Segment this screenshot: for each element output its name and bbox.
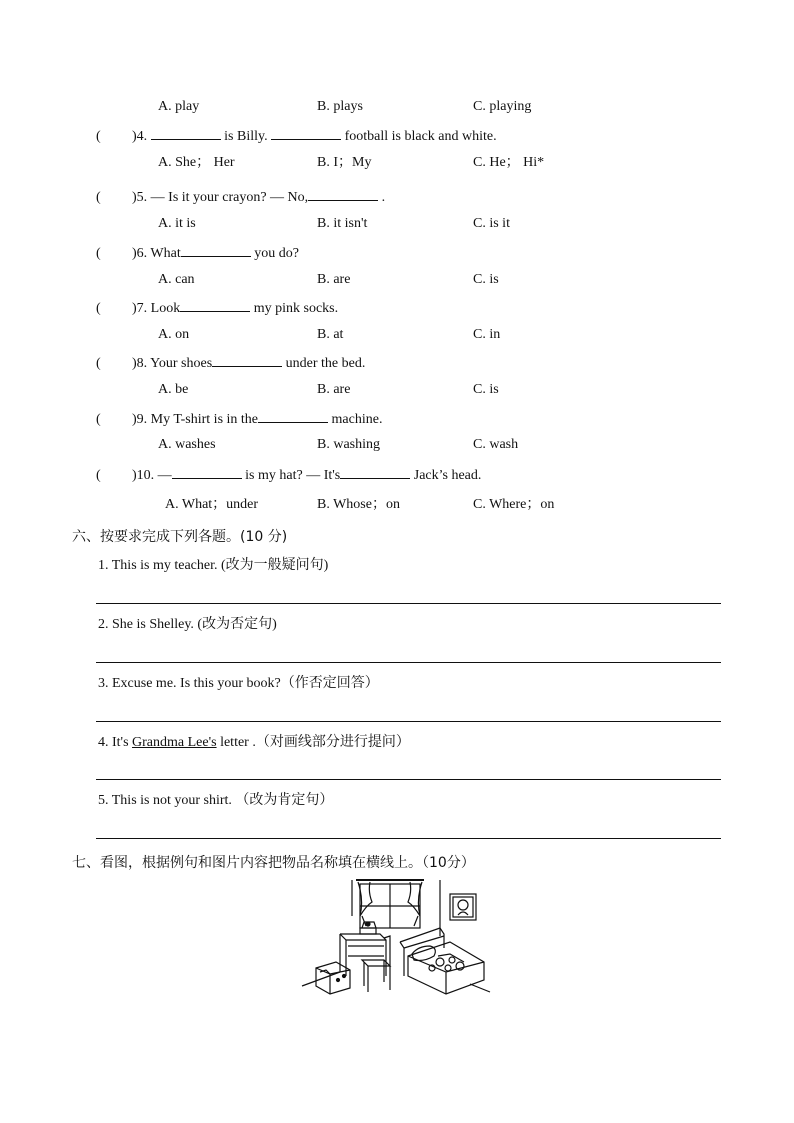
q9-option-c: C. wash — [473, 437, 519, 452]
q5-option-b: B. it isn't — [317, 216, 368, 231]
s6-item-1: 1. This is my teacher. (改为一般疑问句) — [98, 558, 329, 573]
answer-line-3[interactable] — [96, 721, 721, 722]
q5-option-a: A. it is — [158, 216, 196, 231]
blank[interactable] — [151, 127, 221, 140]
answer-line-5[interactable] — [96, 838, 721, 839]
answer-paren[interactable]: ( — [96, 129, 101, 144]
underlined-phrase: Grandma Lee's — [132, 735, 217, 750]
question-8: ( )8. Your shoes under the bed. — [96, 356, 366, 371]
answer-paren[interactable]: ( — [96, 246, 101, 261]
q8-option-c: C. is — [473, 382, 499, 397]
answer-line-1[interactable] — [96, 603, 721, 604]
q6-option-b: B. are — [317, 272, 351, 287]
question-4: ( )4. is Billy. football is black and white. — [96, 129, 497, 144]
q9-option-b: B. washing — [317, 437, 380, 452]
blank[interactable] — [258, 410, 328, 423]
s6-item-3: 3. Excuse me. Is this your book?（作否定回答） — [98, 676, 379, 691]
question-10: ( )10. — is my hat? — It's Jack’s head. — [96, 468, 482, 483]
blank[interactable] — [181, 244, 251, 257]
answer-paren[interactable]: ( — [96, 356, 101, 371]
q10-option-a: A. What；under — [165, 497, 259, 512]
q9-option-a: A. washes — [158, 437, 216, 452]
answer-paren[interactable]: ( — [96, 468, 101, 483]
q10-option-c: C. Where；on — [473, 497, 555, 512]
q4-option-c: C. He； Hi* — [473, 155, 545, 170]
s6-item-5: 5. This is not your shirt. （改为肯定句） — [98, 793, 334, 808]
blank[interactable] — [212, 354, 282, 367]
bedroom-illustration — [300, 876, 492, 998]
section-6-title: 六、按要求完成下列各题。(10 分) — [72, 529, 288, 545]
s6-item-2: 2. She is Shelley. (改为否定句) — [98, 617, 277, 632]
blank[interactable] — [172, 466, 242, 479]
blank[interactable] — [340, 466, 410, 479]
blank[interactable] — [180, 299, 250, 312]
q7-option-a: A. on — [158, 327, 190, 342]
answer-line-2[interactable] — [96, 662, 721, 663]
question-5: ( )5. — Is it your crayon? — No, . — [96, 190, 386, 205]
q7-option-c: C. in — [473, 327, 501, 342]
question-6: ( )6. What you do? — [96, 246, 299, 261]
q5-option-c: C. is it — [473, 216, 510, 231]
q4-option-a: A. She； Her — [158, 155, 235, 170]
answer-line-4[interactable] — [96, 779, 721, 780]
answer-paren[interactable]: ( — [96, 301, 101, 316]
section-7-title: 七、看图，根据例句和图片内容把物品名称填在横线上。（10分） — [72, 855, 475, 871]
question-9: ( )9. My T-shirt is in the machine. — [96, 412, 383, 427]
q8-option-a: A. be — [158, 382, 189, 397]
q8-option-b: B. are — [317, 382, 351, 397]
q3-option-a: A. play — [158, 99, 200, 114]
s6-item-4: 4. It's Grandma Lee's letter .（对画线部分进行提问） — [98, 735, 410, 750]
blank[interactable] — [271, 127, 341, 140]
q6-option-a: A. can — [158, 272, 195, 287]
answer-paren[interactable]: ( — [96, 412, 101, 427]
q10-option-b: B. Whose；on — [317, 497, 400, 512]
q7-option-b: B. at — [317, 327, 344, 342]
q4-option-b: B. I；My — [317, 155, 372, 170]
answer-paren[interactable]: ( — [96, 190, 101, 205]
question-7: ( )7. Look my pink socks. — [96, 301, 339, 316]
q6-option-c: C. is — [473, 272, 499, 287]
blank[interactable] — [308, 188, 378, 201]
q3-option-b: B. plays — [317, 99, 363, 114]
q3-option-c: C. playing — [473, 99, 532, 114]
